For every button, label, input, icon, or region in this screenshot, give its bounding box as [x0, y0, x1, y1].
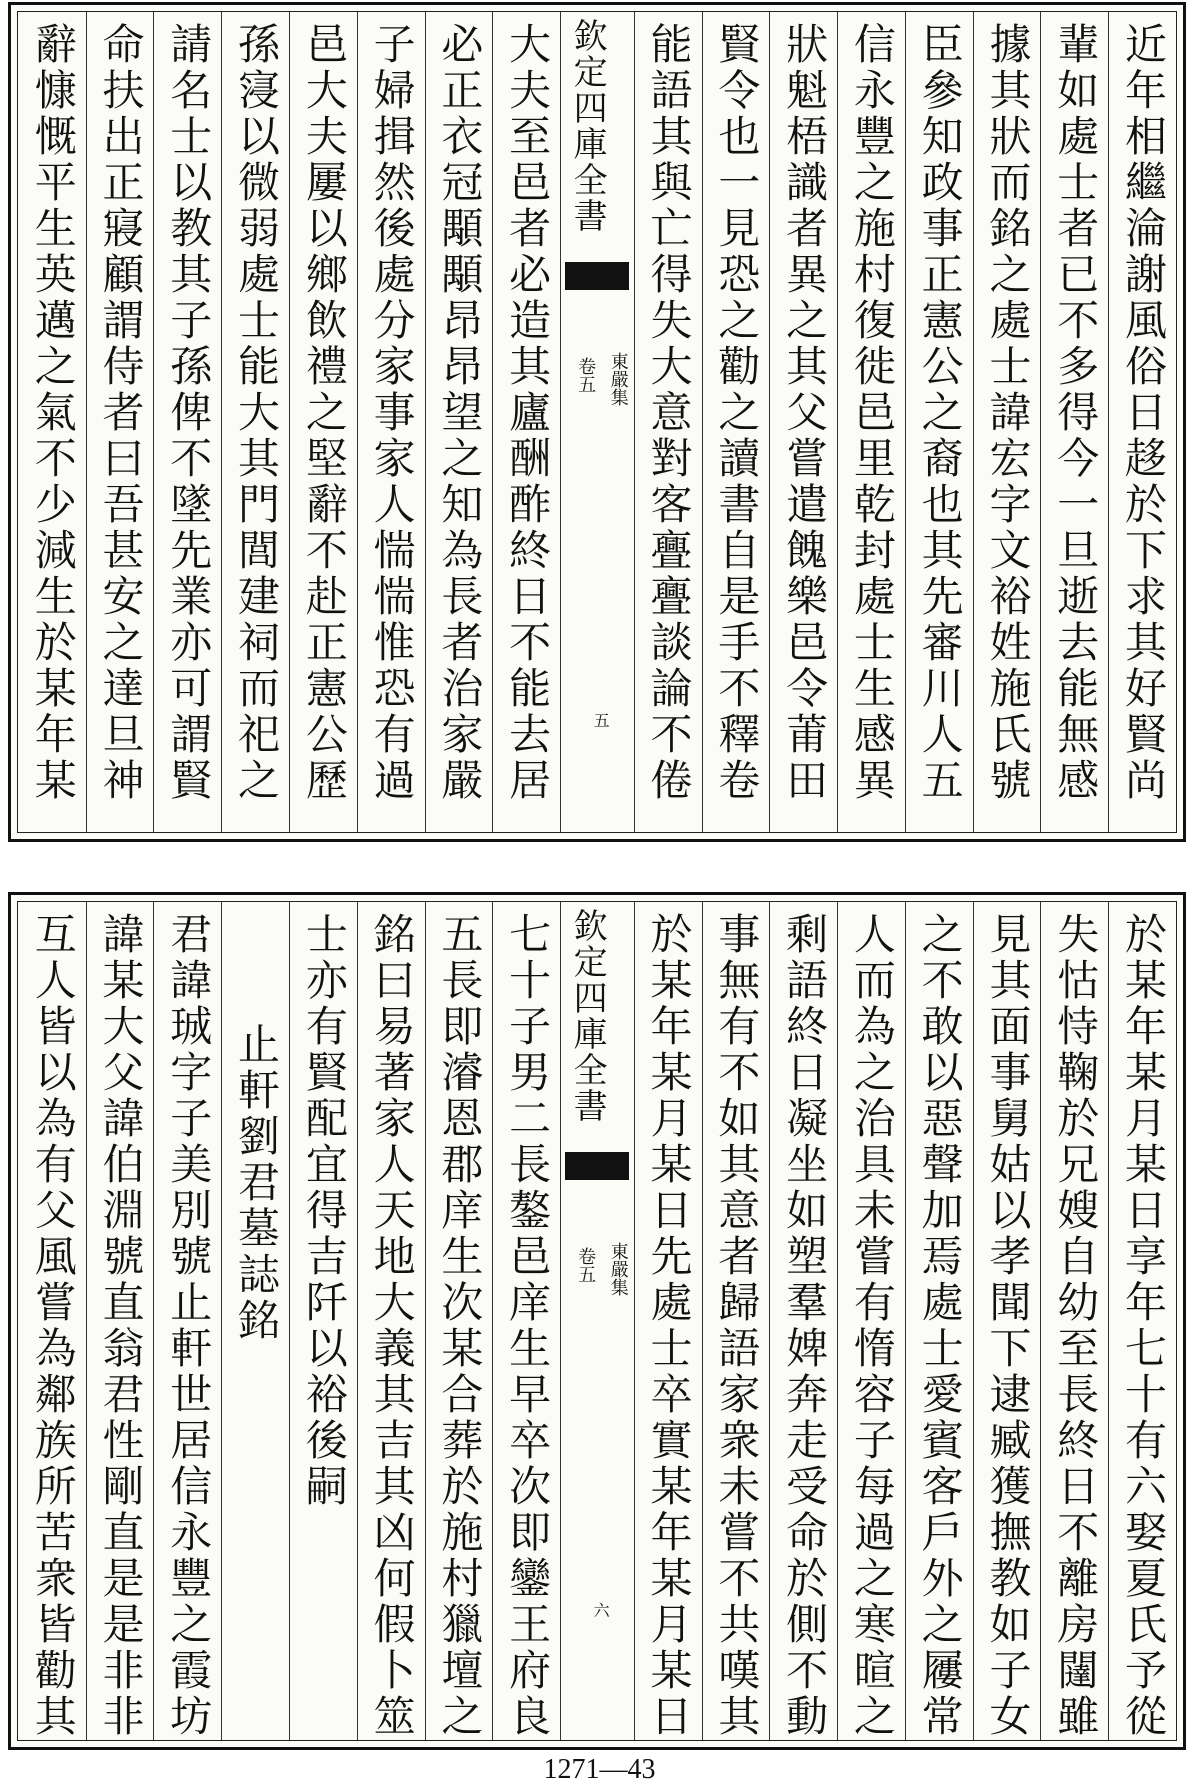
banner-page-number: 六	[591, 1602, 611, 1618]
text-column: 士亦有賢配宜得吉阡以裕後嗣	[289, 902, 357, 1740]
text-column: 之不敢以惡聲加焉處士愛賓客戶外之屨常	[905, 902, 973, 1740]
text-column: 於某年某月某日先處士卒實某年某月某日	[634, 902, 702, 1740]
banner-book-name: 東嚴集	[607, 352, 629, 406]
text-column: 剩語終日凝坐如塑羣婢奔走受命於側不動	[769, 902, 837, 1740]
text-column: 失怙恃鞠於兄嫂自幼至長終日不離房闥雖	[1040, 902, 1108, 1740]
center-banner	[560, 902, 634, 1740]
text-column: 大夫至邑者必造其廬酬酢終日不能去居	[492, 12, 560, 832]
text-column: 五長即濬恩郡庠生次某合葬於施村獵壇之	[425, 902, 493, 1740]
banner-page-number: 五	[591, 712, 611, 728]
text-column: 見其面事舅姑以孝聞下逮臧獲撫教如子女	[973, 902, 1041, 1740]
text-column: 命扶出正寢顧謂侍者曰吾甚安之達旦神	[86, 12, 154, 832]
bottom-page-frame	[8, 892, 1186, 1750]
text-column: 事無有不如其意者歸語家衆未嘗不共嘆其	[702, 902, 770, 1740]
text-column: 賢令也一見恐之勸之讀書自是手不釋卷	[702, 12, 770, 832]
text-column: 子婦揖然後處分家事家人惴惴惟恐有過	[357, 12, 425, 832]
text-column: 狀魁梧識者異之其父嘗遣餽樂邑令莆田	[769, 12, 837, 832]
text-column: 諱某大父諱伯淵號直翁君性剛直是是非非	[86, 902, 154, 1740]
text-column: 能語其與亡得失大意對客亹亹談論不倦	[634, 12, 702, 832]
text-column: 必正衣冠顒顒昂昂望之知為長者治家嚴	[425, 12, 493, 832]
text-column: 辭慷慨平生英邁之氣不少減生於某年某	[28, 22, 78, 804]
text-column: 銘曰易著家人天地大義其吉其凶何假卜筮	[357, 902, 425, 1740]
top-page-columns	[18, 12, 1176, 832]
page-number: 1271—43	[543, 1754, 656, 1785]
text-column: 於某年某月某日享年七十有六娶夏氏予從	[1108, 902, 1176, 1740]
fish-tail-mark	[565, 262, 629, 290]
text-column: 君諱珹字子美別號止軒世居信永豐之霞坊	[153, 902, 221, 1740]
text-column: 請名士以教其子孫俾不墜先業亦可謂賢	[153, 12, 221, 832]
text-column: 據其狀而銘之處士諱宏字文裕姓施氏號	[973, 12, 1041, 832]
text-column: 人而為之治具未嘗有惰容子每過之寒暄之	[837, 902, 905, 1740]
text-column: 近年相繼淪謝風俗日趍於下求其好賢尚	[1108, 12, 1176, 832]
text-column: 信永豐之施村復徙邑里乾封處士生感異	[837, 12, 905, 832]
bottom-page-columns	[18, 902, 1176, 1740]
text-column: 孫寖以微弱處士能大其門閭建祠而祀之	[221, 12, 289, 832]
text-column: 輩如處士者已不多得今一旦逝去能無感	[1040, 12, 1108, 832]
epitaph-title-column: 止軒劉君墓誌銘	[221, 902, 289, 1740]
banner-volume: 卷五	[575, 1247, 597, 1283]
bottom-page-inner-border	[17, 901, 1177, 1741]
top-page-inner-border	[17, 11, 1177, 833]
text-column: 互人皆以為有父風嘗為鄰族所苦衆皆勸其	[28, 912, 78, 1740]
banner-book-name: 東嚴集	[607, 1242, 629, 1296]
text-column: 邑大夫屢以鄉飲禮之堅辭不赴正憲公歷	[289, 12, 357, 832]
text-column: 臣參知政事正憲公之裔也其先審川人五	[905, 12, 973, 832]
banner-title: 欽定四庫全書	[567, 908, 608, 1124]
banner-title: 欽定四庫全書	[567, 18, 608, 234]
text-column: 七十子男二長鏊邑庠生早卒次即鑾王府良	[492, 902, 560, 1740]
fish-tail-mark	[565, 1152, 629, 1180]
top-page-frame	[8, 2, 1186, 842]
center-banner	[560, 12, 634, 832]
banner-volume: 卷五	[575, 357, 597, 393]
